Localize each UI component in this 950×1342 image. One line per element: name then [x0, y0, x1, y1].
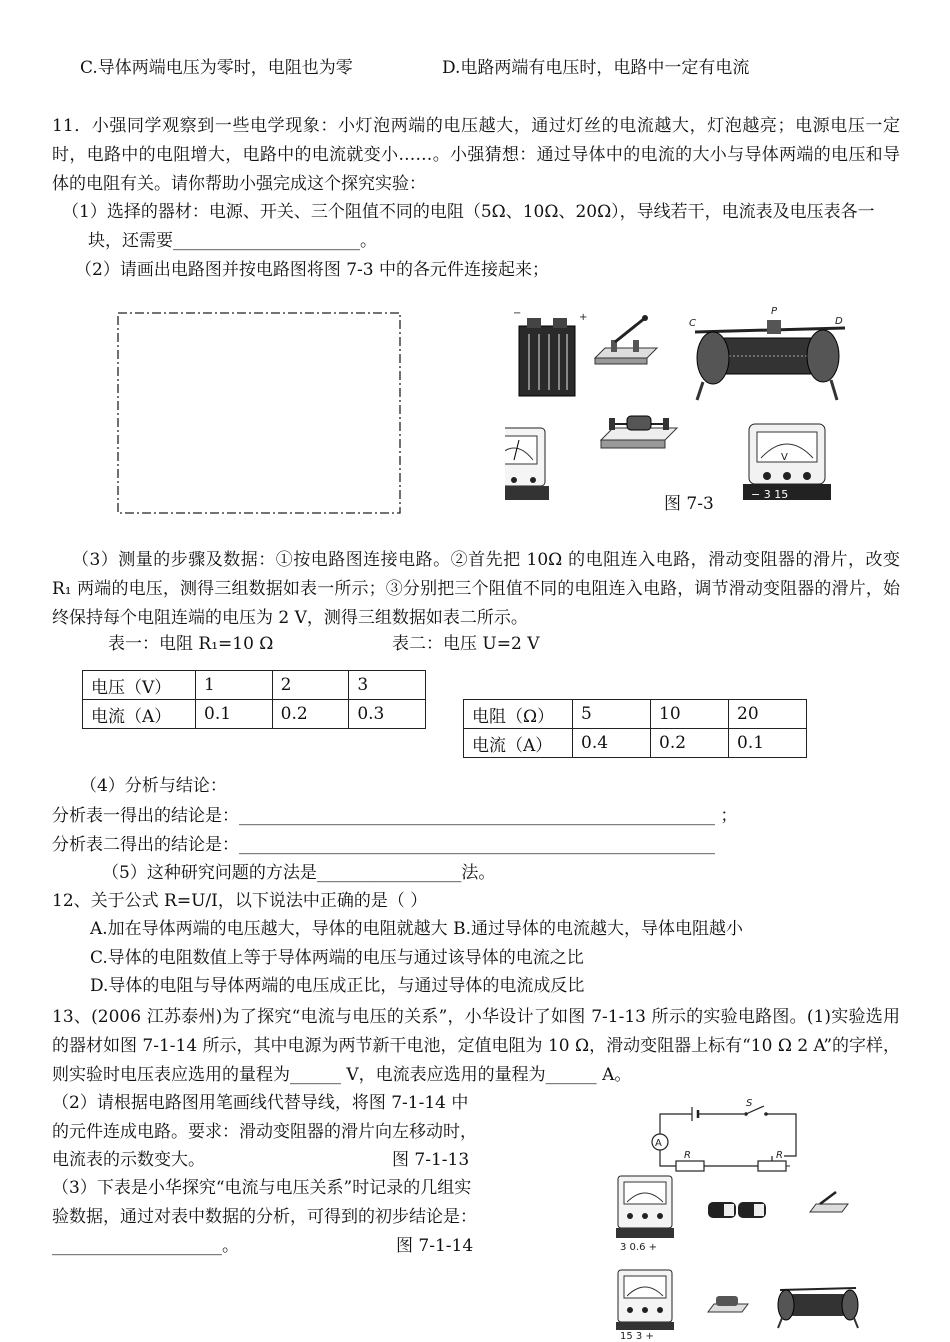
table-cell: 0.4: [573, 729, 651, 758]
table-1: [82, 670, 426, 729]
table-row: [83, 700, 426, 729]
voltmeter-icon: [616, 1270, 674, 1330]
q11-part5: （5）这种研究问题的方法是_________________法。: [102, 863, 496, 883]
q11-part3: （3）测量的步骤及数据：①按电路图连接电路。②首先把 10Ω 的电阻连入电路，滑动变阻器的滑片，改变 R₁ 两端的电压，测得三组数据如表一所示；③分别把三个阻值不同的电阻连入电路，调节滑动变阻器的滑片，始终保持每个电阻连端的电压为 2 V，测得三组数据如表二所示。: [52, 550, 900, 628]
table-cell: 10: [651, 700, 729, 729]
switch-icon: [810, 1192, 848, 1212]
meter2-scale: 15 3 +: [620, 1331, 654, 1340]
battery-icon: [513, 308, 587, 396]
q11-part4: （4）分析与结论：: [80, 776, 227, 796]
q11-part1-line1: （1）选择的器材：电源、开关、三个阻值不同的电阻（5Ω、10Ω、20Ω），导线若干，电流表及电压表各一: [62, 202, 875, 222]
svg-text:P: P: [771, 306, 778, 317]
figure-7-3: [505, 300, 895, 520]
q13-part3-line3: ____________________。: [52, 1236, 239, 1256]
q13-part3-line1: （3）下表是小华探究“电流与电压关系”时记录的几组实: [52, 1178, 472, 1198]
table-row: [464, 729, 807, 758]
q12-option-ab: A.加在导体两端的电压越大，导体的电阻就越大 B.通过导体的电流越大，导体电阻越小: [90, 919, 743, 939]
svg-text:D: D: [835, 316, 843, 327]
svg-text:A: A: [655, 1138, 662, 1149]
q12-option-c: C.导体的电阻数值上等于导体两端的电压与通过该导体的电流之比: [90, 948, 584, 968]
svg-text:R: R: [776, 1150, 783, 1161]
table-cell: 电流（A）: [464, 729, 573, 758]
rheostat-icon: [689, 306, 845, 400]
q13-part2-line2: 的元件连成电路。要求：滑动变阻器的滑片向左移动时，: [52, 1122, 477, 1142]
q11-part1-line2: 块，还需要______________________。: [88, 231, 377, 251]
meter1-scale: 3 0.6 +: [620, 1242, 658, 1253]
svg-text:C: C: [689, 318, 696, 329]
svg-text:V: V: [781, 452, 788, 463]
resistor-symbol: [676, 1161, 704, 1171]
table-cell: 0.2: [272, 700, 349, 729]
q11-part2: （2）请画出电路图并按电路图将图 7-3 中的各元件连接起来；: [75, 260, 549, 280]
rheostat-symbol: [758, 1161, 786, 1171]
q12-stem: 12、关于公式 R=U/I，以下说法中正确的是（ ）: [52, 891, 428, 911]
q13-part2-line1: （2）请根据电路图用笔画线代替导线，将图 7-1-14 中: [52, 1093, 469, 1113]
q13-stem: 13、(2006 江苏泰州)为了探究“电流与电压的关系”，小华设计了如图 7-1-13 所示的实验电路图。(1)实验选用的器材如图 7-1-14 所示，其中电源为两节新干电池，定值电阻为 10 Ω，滑动变阻器上标有“10 Ω 2 A”的字样，则实验时电压表应选用的量程为______ V，电流表应选用的量程为______ A。: [52, 1007, 901, 1085]
voltmeter-icon: [743, 424, 831, 501]
table1-title: 表一：电阻 R₁=10 Ω: [108, 634, 274, 654]
table-cell: 0.2: [651, 729, 729, 758]
figure-7-1-14: [610, 1172, 900, 1340]
q11-stem: 11．小强同学观察到一些电学现象：小灯泡两端的电压越大，通过灯丝的电流越大，灯泡越亮；电源电压一定时，电路中的电阻增大，电路中的电流就变小……。小强猜想：通过导体中的电流的大小与导体两端的电压和导体的电阻有关。请你帮助小强完成这个探究实验：: [52, 116, 900, 194]
figure-7-3-caption: 图 7-3: [664, 494, 714, 514]
svg-text:R: R: [684, 1150, 691, 1161]
q10-option-c: C.导体两端电压为零时，电阻也为零: [80, 58, 353, 78]
q13-part2-line3: 电流表的示数变大。: [52, 1150, 205, 1170]
table2-title: 表二：电压 U=2 V: [392, 634, 540, 654]
q11-conclusion2: 分析表二得出的结论是：________________________________________________________: [52, 835, 715, 855]
knife-switch-icon: [595, 315, 657, 364]
table-cell: 2: [272, 671, 349, 700]
table-cell: 电压（V）: [83, 671, 196, 700]
svg-text:+: +: [579, 312, 588, 323]
table-cell: 20: [729, 700, 807, 729]
figure-7-1-13-caption: 图 7-1-13: [392, 1150, 470, 1170]
q10-option-d: D.电路两端有电压时，电路中一定有电流: [442, 58, 750, 78]
svg-text:S: S: [746, 1098, 753, 1109]
ammeter-icon: [505, 428, 549, 500]
figure-7-1-14-caption: 图 7-1-14: [396, 1236, 474, 1256]
resistor-board-icon: [601, 416, 677, 448]
battery-pack-icon: [708, 1202, 766, 1218]
q13-part3-line2: 验数据，通过对表中数据的分析，可得到的初步结论是：: [52, 1207, 477, 1227]
table-cell: 1: [196, 671, 273, 700]
ammeter-icon: [616, 1176, 674, 1238]
table-cell: 0.3: [349, 700, 426, 729]
svg-text:− 3 15: − 3 15: [751, 488, 789, 501]
q11-conclusion1: 分析表一得出的结论是：________________________________________________________ ；: [52, 806, 738, 826]
table-cell: 0.1: [729, 729, 807, 758]
resistor-icon: [708, 1296, 748, 1312]
svg-text:−: −: [513, 308, 522, 319]
table-cell: 3: [349, 671, 426, 700]
table-row: [83, 671, 426, 700]
circuit-diagram-7-1-13: [640, 1090, 810, 1172]
q12-option-d: D.导体的电阻与导体两端的电压成正比，与通过导体的电流成反比: [90, 976, 585, 996]
table-cell: 0.1: [196, 700, 273, 729]
table-cell: 电流（A）: [83, 700, 196, 729]
circuit-drawing-box: [112, 308, 406, 518]
table-cell: 电阻（Ω）: [464, 700, 573, 729]
table-row: [464, 700, 807, 729]
table-2: [463, 699, 807, 758]
table-cell: 5: [573, 700, 651, 729]
rheostat-icon: [778, 1288, 858, 1328]
